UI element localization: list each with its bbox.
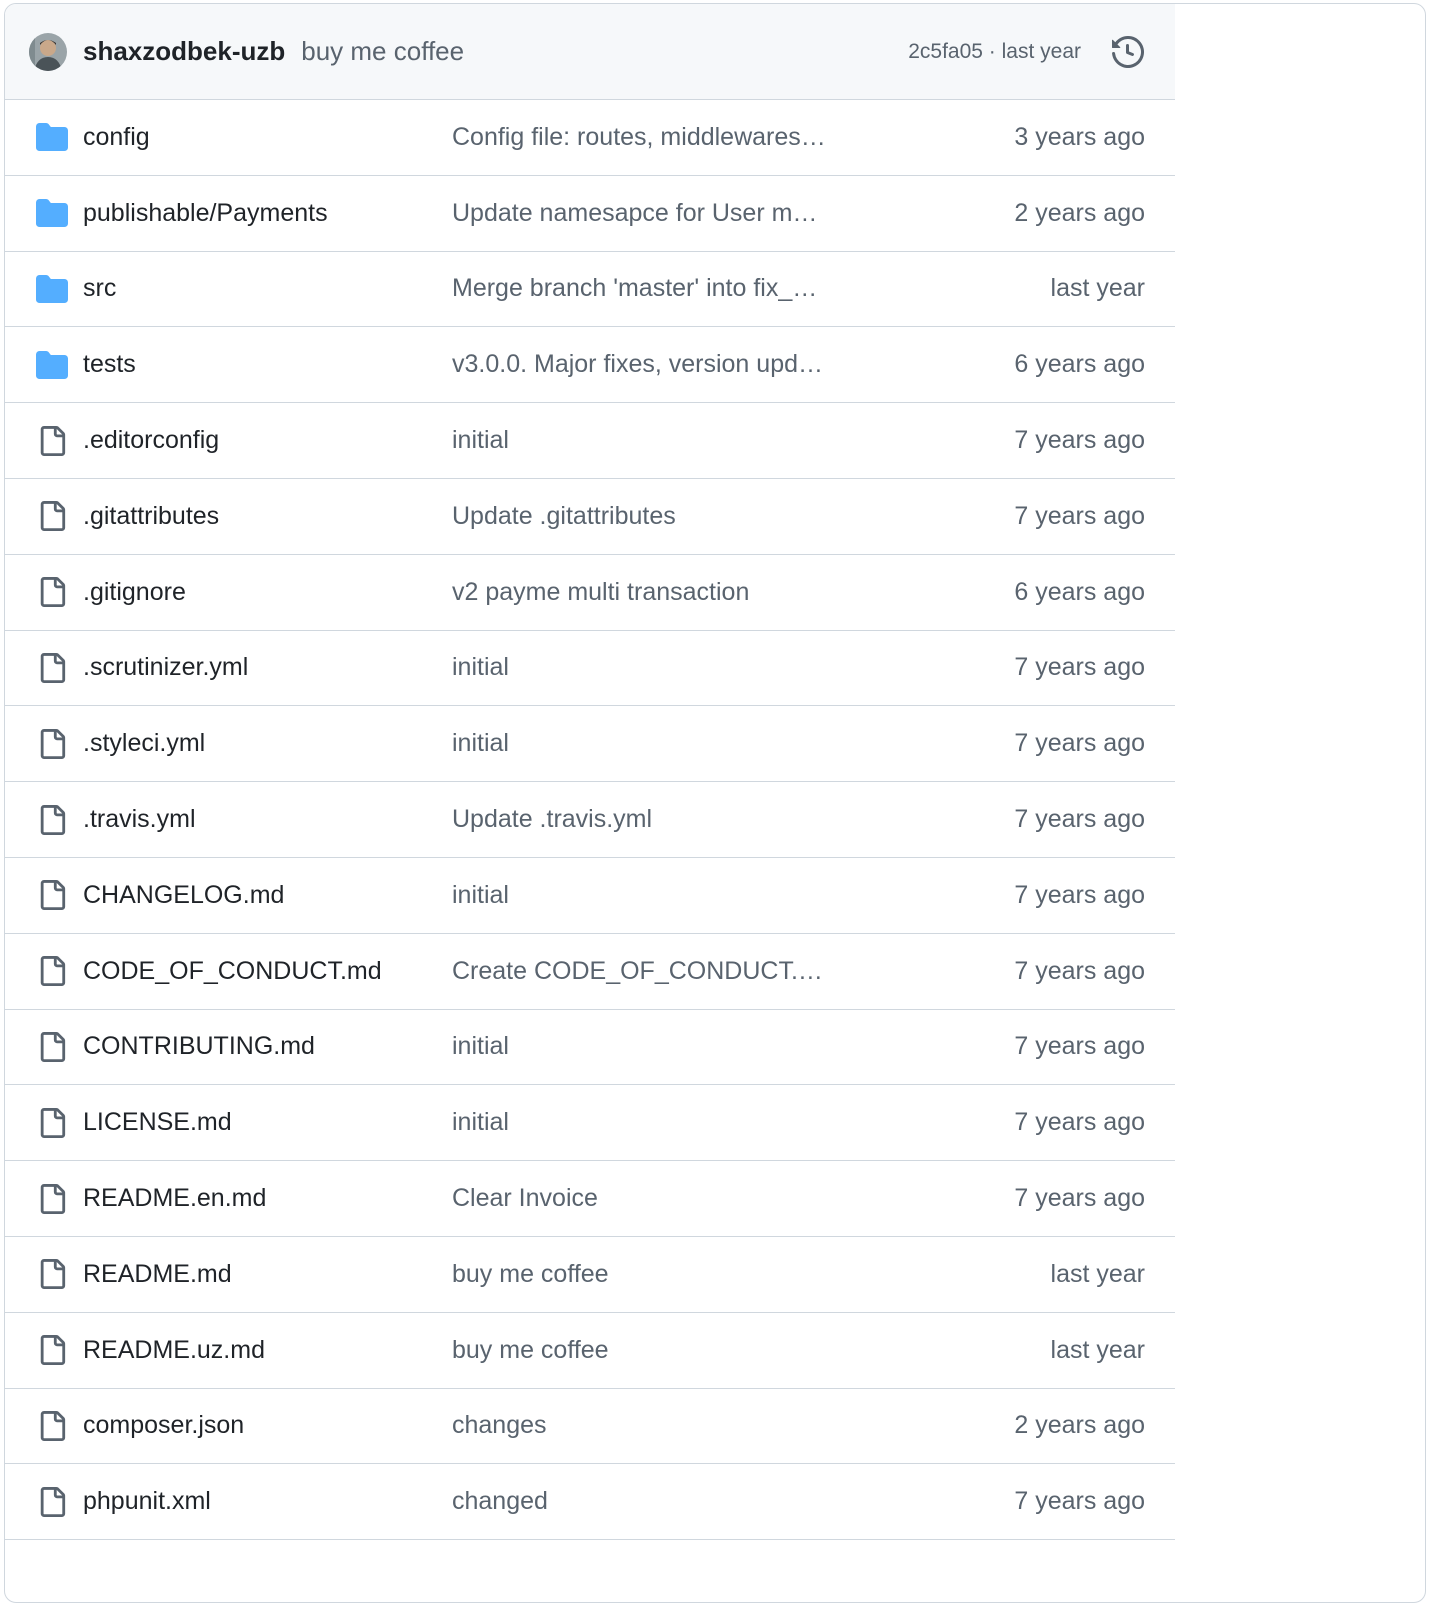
- file-icon: [35, 1409, 69, 1443]
- commit-age: 7 years ago: [1014, 1032, 1145, 1061]
- file-name-link[interactable]: LICENSE.md: [83, 1108, 232, 1137]
- file-row[interactable]: [5, 176, 1175, 252]
- file-name-link[interactable]: .styleci.yml: [83, 729, 206, 758]
- commit-age: 7 years ago: [1014, 653, 1145, 682]
- commit-message-link[interactable]: changed: [452, 1487, 548, 1516]
- file-row[interactable]: [5, 1464, 1175, 1540]
- commit-message-link[interactable]: initial: [452, 653, 509, 682]
- latest-commit-bar: [5, 4, 1175, 100]
- file-name-link[interactable]: config: [83, 122, 150, 151]
- commit-sha-time[interactable]: 2c5fa05 · last year: [908, 40, 1081, 63]
- folder-icon: [35, 196, 69, 230]
- file-name-link[interactable]: CODE_OF_CONDUCT.md: [83, 956, 382, 985]
- commit-message-link[interactable]: Config file: routes, middlewares…: [452, 122, 826, 151]
- file-icon: [35, 727, 69, 761]
- file-row[interactable]: [5, 479, 1175, 555]
- commit-age: 2 years ago: [1014, 1411, 1145, 1440]
- folder-icon: [35, 348, 69, 382]
- file-row[interactable]: [5, 100, 1175, 176]
- file-name-link[interactable]: README.md: [83, 1259, 232, 1288]
- file-name-link[interactable]: .editorconfig: [83, 426, 220, 455]
- file-icon: [35, 499, 69, 533]
- commit-age: 6 years ago: [1014, 577, 1145, 606]
- file-row[interactable]: [5, 1085, 1175, 1161]
- file-icon: [35, 651, 69, 685]
- file-row[interactable]: [5, 555, 1175, 631]
- file-row[interactable]: [5, 1237, 1175, 1313]
- commit-age: 7 years ago: [1014, 1184, 1145, 1213]
- file-icon: [35, 424, 69, 458]
- commit-age: last year: [1050, 1259, 1145, 1288]
- commit-age: 7 years ago: [1014, 501, 1145, 530]
- commit-message-link[interactable]: v3.0.0. Major fixes, version upd…: [452, 350, 823, 379]
- commit-age: last year: [1050, 1335, 1145, 1364]
- commit-age: 7 years ago: [1014, 1487, 1145, 1516]
- file-icon: [35, 803, 69, 837]
- file-name-link[interactable]: composer.json: [83, 1411, 245, 1440]
- file-row[interactable]: [5, 327, 1175, 403]
- commit-age: 7 years ago: [1014, 1108, 1145, 1137]
- file-icon: [35, 1106, 69, 1140]
- file-icon: [35, 954, 69, 988]
- commit-message-link[interactable]: initial: [452, 1108, 509, 1137]
- commit-message-link[interactable]: Clear Invoice: [452, 1184, 598, 1213]
- commit-message-link[interactable]: initial: [452, 880, 509, 909]
- file-name-link[interactable]: README.en.md: [83, 1184, 267, 1213]
- commit-message-link[interactable]: Create CODE_OF_CONDUCT.…: [452, 956, 823, 985]
- commit-message-link[interactable]: initial: [452, 1032, 509, 1061]
- file-icon: [35, 575, 69, 609]
- file-row[interactable]: [5, 1313, 1175, 1389]
- file-name-link[interactable]: README.uz.md: [83, 1335, 265, 1364]
- file-icon: [35, 1182, 69, 1216]
- commit-age: 7 years ago: [1014, 426, 1145, 455]
- commit-age: 3 years ago: [1014, 122, 1145, 151]
- file-row[interactable]: [5, 706, 1175, 782]
- commit-message-link[interactable]: v2 payme multi transaction: [452, 577, 750, 606]
- commit-message-link[interactable]: initial: [452, 426, 509, 455]
- file-row[interactable]: [5, 403, 1175, 479]
- commit-age: 7 years ago: [1014, 729, 1145, 758]
- file-list: [5, 100, 1175, 1540]
- file-row[interactable]: [5, 1161, 1175, 1237]
- file-row[interactable]: [5, 858, 1175, 934]
- commit-message-link[interactable]: buy me coffee: [452, 1259, 609, 1288]
- file-icon: [35, 1485, 69, 1519]
- file-icon: [35, 1257, 69, 1291]
- file-name-link[interactable]: phpunit.xml: [83, 1487, 211, 1516]
- file-name-link[interactable]: CHANGELOG.md: [83, 880, 285, 909]
- commit-message-link[interactable]: Update .gitattributes: [452, 501, 676, 530]
- file-row[interactable]: [5, 631, 1175, 707]
- file-icon: [35, 878, 69, 912]
- commit-message-link[interactable]: Merge branch 'master' into fix_…: [452, 274, 818, 303]
- commit-age: 6 years ago: [1014, 350, 1145, 379]
- history-icon[interactable]: [1111, 35, 1145, 69]
- file-name-link[interactable]: CONTRIBUTING.md: [83, 1032, 315, 1061]
- folder-icon: [35, 272, 69, 306]
- commit-author-link[interactable]: shaxzodbek-uzb: [83, 36, 286, 66]
- file-row[interactable]: [5, 252, 1175, 328]
- commit-age: 2 years ago: [1014, 198, 1145, 227]
- file-name-link[interactable]: src: [83, 274, 117, 303]
- file-name-link[interactable]: .travis.yml: [83, 805, 196, 834]
- commit-message-link[interactable]: buy me coffee: [452, 1335, 609, 1364]
- latest-commit-message[interactable]: buy me coffee: [301, 36, 465, 66]
- commit-message-link[interactable]: Update namesapce for User m…: [452, 198, 818, 227]
- file-name-link[interactable]: .gitignore: [83, 577, 186, 606]
- file-icon: [35, 1333, 69, 1367]
- file-row[interactable]: [5, 782, 1175, 858]
- commit-message-link[interactable]: Update .travis.yml: [452, 805, 653, 834]
- commit-age: 7 years ago: [1014, 956, 1145, 985]
- file-name-link[interactable]: .gitattributes: [83, 501, 220, 530]
- file-icon: [35, 1030, 69, 1064]
- file-row[interactable]: [5, 1010, 1175, 1086]
- folder-icon: [35, 120, 69, 154]
- commit-message-link[interactable]: initial: [452, 729, 509, 758]
- file-row[interactable]: [5, 1389, 1175, 1465]
- user-avatar[interactable]: [29, 33, 67, 71]
- commit-message-link[interactable]: changes: [452, 1411, 547, 1440]
- file-name-link[interactable]: tests: [83, 350, 136, 379]
- file-row[interactable]: [5, 934, 1175, 1010]
- file-name-link[interactable]: .scrutinizer.yml: [83, 653, 249, 682]
- file-name-link[interactable]: publishable/Payments: [83, 198, 328, 227]
- commit-age: last year: [1050, 274, 1145, 303]
- commit-age: 7 years ago: [1014, 805, 1145, 834]
- commit-age: 7 years ago: [1014, 880, 1145, 909]
- file-browser: [4, 3, 1426, 1603]
